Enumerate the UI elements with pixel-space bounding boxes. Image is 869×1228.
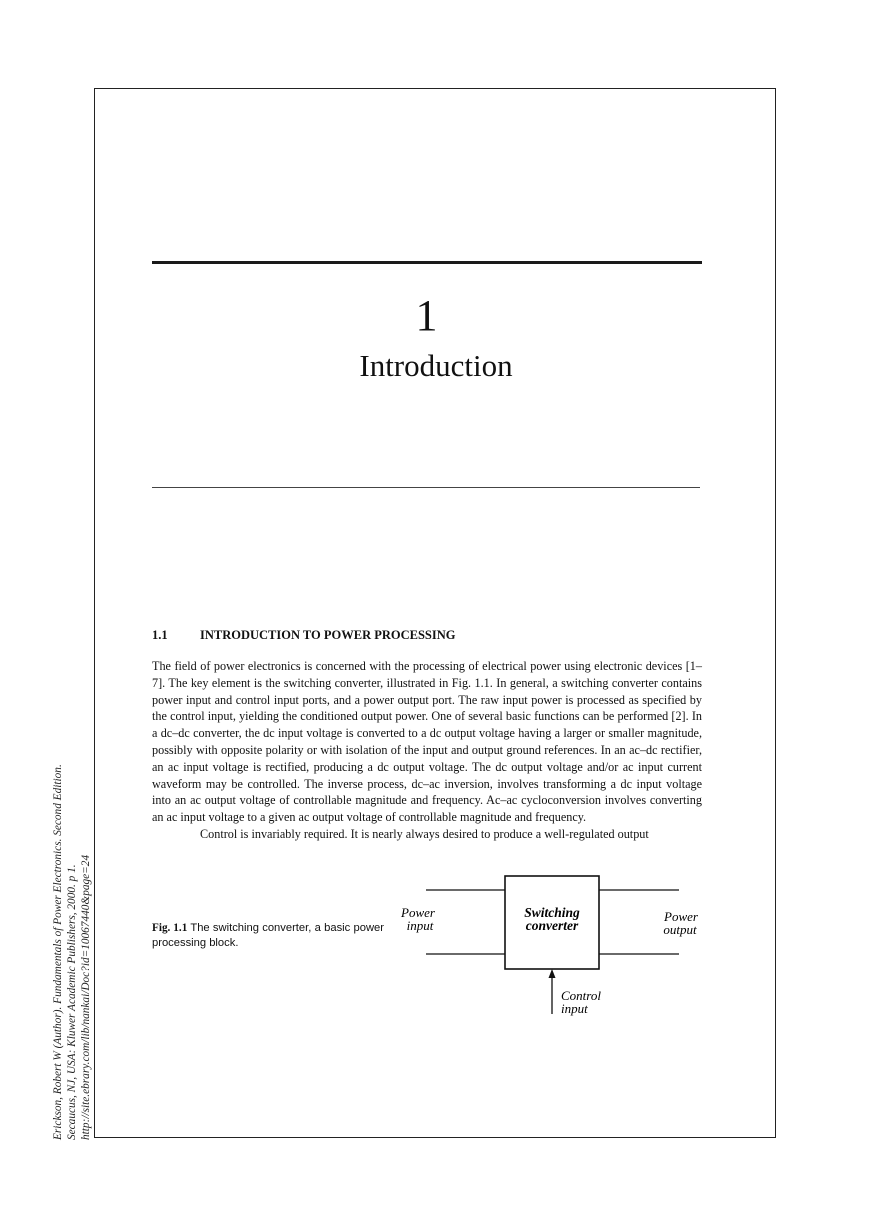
chapter-top-rule	[152, 261, 702, 264]
section-number: 1.1	[152, 628, 168, 642]
block-label-line2: converter	[525, 918, 579, 933]
section-heading	[152, 628, 456, 643]
switching-converter-diagram	[398, 870, 708, 1018]
chapter-number: 1	[415, 291, 438, 340]
paragraph-2: Control is invariably required. It is nearly always desired to produce a well-regulated output	[200, 826, 649, 841]
citation-line-1: Erickson, Robert W (Author). Fundamentals of Power Electronics. Second Edition.	[52, 764, 64, 1140]
control-arrowhead	[549, 969, 556, 978]
citation-line-2: Secaucus, NJ, USA: Kluwer Academic Publishers, 2000. p 1.	[65, 864, 78, 1140]
control-input-label-line1: Control	[561, 988, 601, 1003]
figure-caption-text: The switching converter, a basic power processing block.	[152, 922, 384, 949]
section-title: INTRODUCTION TO POWER PROCESSING	[200, 628, 456, 642]
citation-line-3: http://site.ebrary.com/lib/nankai/Doc?id=10067440&page=24	[79, 854, 92, 1140]
citation-side-note	[52, 720, 93, 1140]
chapter-title: Introduction	[359, 348, 513, 383]
power-output-label-line2: output	[663, 922, 697, 937]
paragraph-1: The field of power electronics is concerned with the processing of electrical power using electronic devices [1–7]. The key element is the switching converter, illustrated in Fig. 1.1. In general, a switching converter contains power input and control input ports, and a power output port. The raw input power is processed as specified by the control input, yielding the conditioned output power. One of several basic functions can be performed [2]. In a dc–dc converter, the dc input voltage is converted to a dc output voltage having a larger or smaller magnitude, possibly with opposite polarity or with isolation of the input and output ground references. In an ac–dc rectifier, an ac input voltage is rectified, producing a dc output voltage. The dc output voltage and/or ac input current waveform may be controlled. The inverse process, dc–ac inversion, involves transforming a dc input voltage into an ac output voltage of controllable magnitude and frequency. Ac–ac cycloconversion involves converting an ac input voltage to a given ac output voltage of controllable magnitude and frequency.	[152, 659, 702, 825]
power-output-label-line1: Power	[664, 909, 698, 924]
figure-label: Fig. 1.1	[152, 922, 188, 934]
chapter-bottom-rule	[152, 487, 700, 488]
block-label-line1: Switching	[524, 905, 580, 920]
figure-caption	[152, 921, 384, 950]
control-input-label-line2: input	[561, 1001, 588, 1016]
power-input-label-line2: input	[406, 918, 434, 933]
power-input-label-line1: Power	[401, 905, 435, 920]
body-text	[152, 658, 702, 843]
